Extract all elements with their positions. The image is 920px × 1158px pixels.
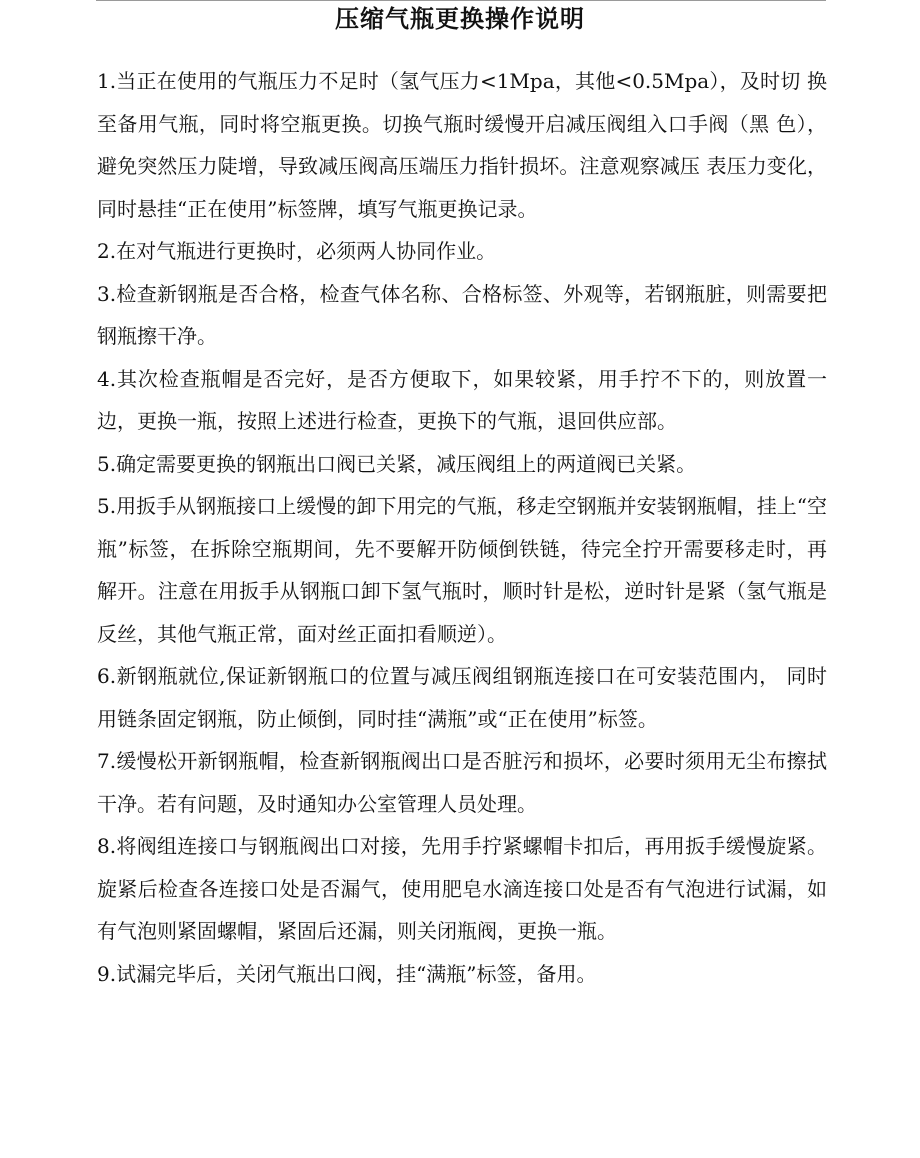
paragraph-step-6: 6.新钢瓶就位,保证新钢瓶口的位置与减压阀组钢瓶连接口在可安装范围内， 同时用链条固定钢瓶，防止倾倒，同时挂“满瓶”或“正在使用”标签。 [97, 664, 827, 731]
paragraph-step-5a: 5.确定需要更换的钢瓶出口阀已关紧，减压阀组上的两道阀已关紧。 [97, 451, 697, 476]
paragraph-step-2: 2.在对气瓶进行更换时，必须两人协同作业。 [97, 239, 497, 263]
paragraph-step-3: 3.检查新钢瓶是否合格，检查气体名称、合格标签、外观等，若钢瓶脏，则需要把钢瓶擦干净。 [97, 281, 827, 348]
paragraph-step-4: 4.其次检查瓶帽是否完好，是否方便取下，如果较紧，用手拧不下的，则放置一边，更换一瓶，按照上述进行检查，更换下的气瓶，退回供应部。 [97, 366, 827, 433]
paragraph-step-1: 1.当正在使用的气瓶压力不足时（氢气压力<1Mpa，其他<0.5Mpa），及时切 换至备用气瓶，同时将空瓶更换。切换气瓶时缓慢开启减压阀组入口手阀（黑 色），避免突然压力陡增，导致减压阀高压端压力指针损坏。注意观察减压 表压力变化，同时悬挂“正在使用”标签牌，填写气瓶更换记录。 [97, 69, 827, 221]
paragraph-step-5b: 5.用扳手从钢瓶接口上缓慢的卸下用完的气瓶，移走空钢瓶并安装钢瓶帽，挂上“空瓶”标签，在拆除空瓶期间，先不要解开防倾倒铁链，待完全拧开需要移走时，再解开。注意在用扳手从钢瓶口卸下氢气瓶时，顺时针是松，逆时针是紧（氢气瓶是反丝，其他气瓶正常，面对丝正面扣看顺逆）。 [97, 494, 827, 646]
document-title: 压缩气瓶更换操作说明 [335, 5, 585, 33]
paragraph-step-9: 9.试漏完毕后，关闭气瓶出口阀，挂“满瓶”标签，备用。 [97, 961, 597, 986]
document-body [97, 60, 827, 995]
paragraph-step-7: 7.缓慢松开新钢瓶帽，检查新钢瓶阀出口是否脏污和损坏，必要时须用无尘布擦拭干净。若有问题，及时通知办公室管理人员处理。 [97, 749, 827, 816]
header-rule [96, 0, 826, 1]
paragraph-step-8: 8.将阀组连接口与钢瓶阀出口对接，先用手拧紧螺帽卡扣后，再用扳手缓慢旋紧。旋紧后检查各连接口处是否漏气，使用肥皂水滴连接口处是否有气泡进行试漏，如有气泡则紧固螺帽，紧固后还漏，则关闭瓶阀，更换一瓶。 [97, 834, 827, 943]
